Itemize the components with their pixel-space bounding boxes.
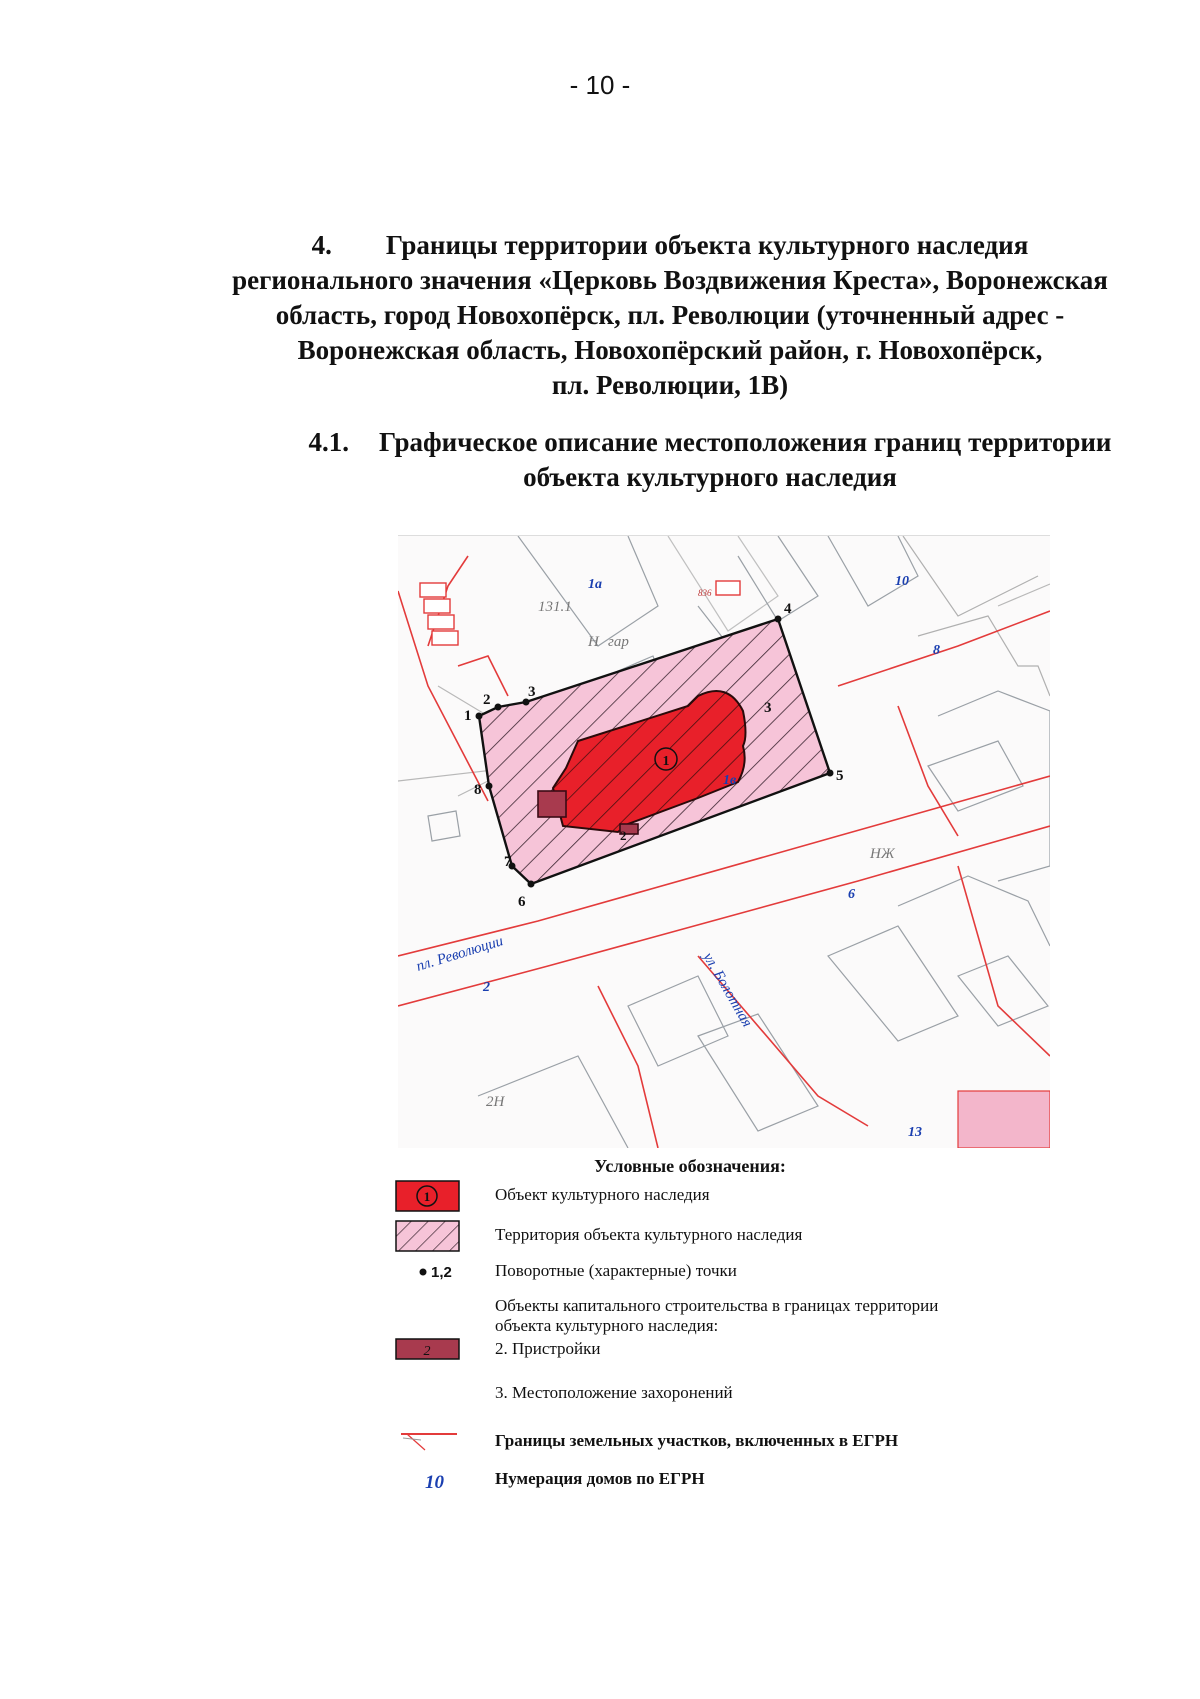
subsection-heading — [270, 425, 1150, 495]
house-number-2: 2 — [483, 980, 490, 995]
point-label-1: 1 — [464, 708, 472, 724]
legend-row-extensions — [395, 1338, 1135, 1378]
point-label-4: 4 — [784, 601, 792, 617]
map-background — [398, 536, 1050, 1148]
legend-object-marker: 1 — [423, 1189, 431, 1204]
point-label-5: 5 — [836, 768, 844, 784]
legend-points-text: 1,2 — [431, 1264, 452, 1281]
subsection-title-line-2: объекта культурного наследия — [523, 462, 897, 492]
street-label-bolotnaya: ул. Болотная — [699, 950, 756, 1031]
point-label-8: 8 — [474, 782, 482, 798]
map-text-836: 836 — [698, 588, 712, 598]
section-title-line-4: Воронежская область, Новохопёрский район, г. Новохопёрск, — [297, 335, 1043, 365]
map-text-2n: 2Н — [486, 1094, 505, 1110]
site-map — [398, 535, 1050, 1148]
legend-extension-swatch — [395, 1338, 460, 1370]
page-number: - 10 - — [569, 70, 631, 100]
legend-row-object — [395, 1180, 1135, 1220]
legend-row-house-numbers — [395, 1464, 1135, 1504]
legend-territory-swatch — [395, 1220, 460, 1252]
legend-capital-note — [495, 1296, 1055, 1336]
legend-points-label: Поворотные (характерные) точки — [495, 1261, 737, 1280]
house-number-1a: 1а — [588, 577, 602, 592]
legend-object-swatch — [395, 1180, 460, 1212]
map-text-nzh: НЖ — [870, 846, 895, 862]
legend-object-label: Объект культурного наследия — [495, 1185, 710, 1204]
parcel-13 — [958, 1091, 1050, 1148]
section-heading — [190, 228, 1150, 403]
subsection-number: 4.1. — [308, 427, 349, 457]
legend-boundary-symbol — [395, 1426, 460, 1458]
small-buildings — [420, 581, 740, 645]
legend-capital-note-line-2: объекта культурного наследия: — [495, 1316, 719, 1335]
house-number-13: 13 — [908, 1125, 922, 1140]
legend-row-boundaries — [395, 1426, 1135, 1466]
site-map-svg — [398, 536, 1050, 1148]
legend-extension-label: 2. Пристройки — [495, 1339, 601, 1358]
legend-graves-label: 3. Местоположение захоронений — [495, 1383, 733, 1402]
point-label-7: 7 — [504, 854, 512, 870]
extension-marker-label: 2 — [620, 828, 627, 843]
section-title-line-3: область, город Новохопёрск, пл. Революции (уточненный адрес - — [275, 300, 1065, 330]
house-number-10: 10 — [895, 574, 909, 589]
object-marker-label: 1 — [662, 754, 670, 769]
house-number-6: 6 — [848, 887, 855, 902]
legend-capital-note-line-1: Объекты капитального строительства в границах территории — [495, 1296, 939, 1315]
legend-boundary-label: Границы земельных участков, включенных в ЕГРН — [495, 1431, 899, 1450]
legend-row-points — [395, 1256, 1135, 1296]
point-label-2: 2 — [483, 692, 491, 708]
map-text-garage: гар — [608, 634, 629, 650]
legend-house-label: Нумерация домов по ЕГРН — [495, 1469, 705, 1488]
legend-extension-marker: 2 — [423, 1344, 431, 1359]
legend-points-symbol — [395, 1256, 460, 1288]
house-number-1v: 1в — [723, 773, 737, 788]
point-label-6: 6 — [518, 894, 526, 910]
legend-title: Условные обозначения: — [594, 1156, 786, 1176]
section-title-line-2: регионального значения «Церковь Воздвижения Креста», Воронежская — [232, 265, 1108, 295]
street-label-revolution: пл. Революции — [414, 933, 506, 975]
house-number-8: 8 — [933, 643, 940, 658]
legend-row-territory — [395, 1220, 1135, 1260]
map-text-n: Н — [588, 634, 599, 650]
section-title-line-5: пл. Революции, 1В) — [551, 370, 789, 400]
legend-territory-label: Территория объекта культурного наследия — [495, 1225, 803, 1244]
legend-house-symbol — [395, 1464, 460, 1496]
subsection-title-line-1: Графическое описание местоположения границ территории — [379, 427, 1112, 457]
section-title-line-1: Границы территории объекта культурного наследия — [385, 230, 1029, 260]
map-text-elevation: 131.1 — [538, 599, 572, 615]
graves-label: 3 — [764, 700, 772, 716]
point-label-3: 3 — [528, 684, 536, 700]
section-number: 4. — [311, 230, 332, 260]
legend-house-number: 10 — [425, 1472, 444, 1493]
